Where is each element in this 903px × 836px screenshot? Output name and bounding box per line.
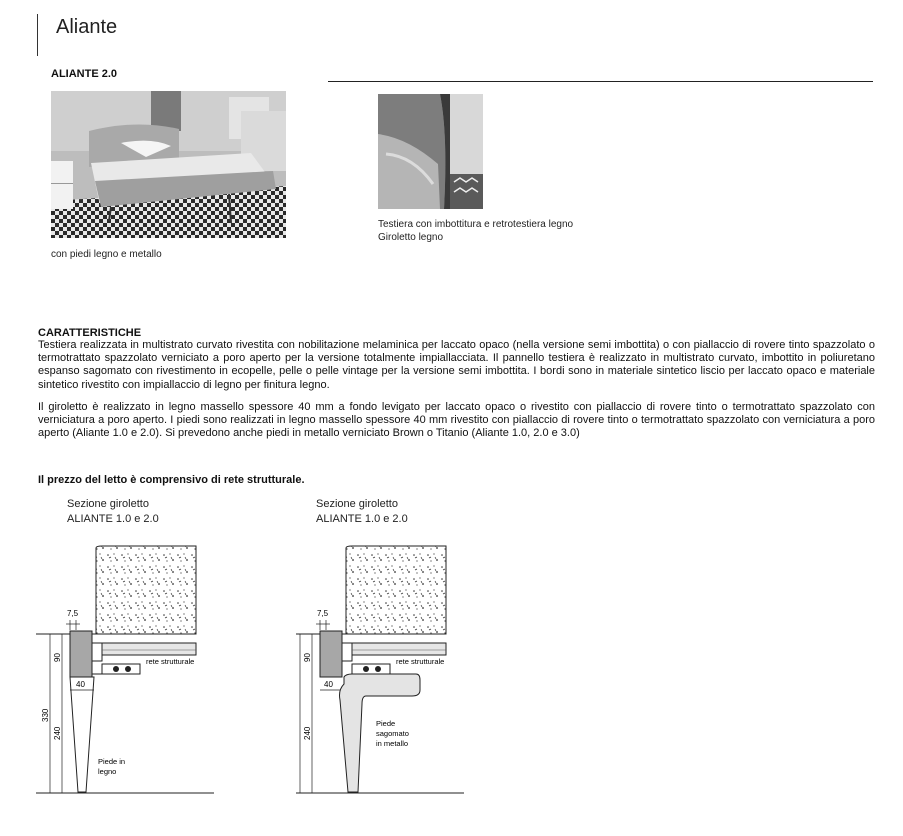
section-2-label-line1: Sezione giroletto bbox=[316, 498, 398, 510]
dim-330-label: 330 bbox=[41, 708, 50, 722]
section-drawing-metal-leg bbox=[286, 540, 466, 800]
dim-240-label: 240 bbox=[53, 726, 62, 740]
section-2-label bbox=[316, 497, 408, 527]
headboard-detail-photo bbox=[378, 94, 483, 209]
title-divider bbox=[37, 14, 38, 56]
dim-240-label: 240 bbox=[303, 726, 312, 740]
foot-label-line2: legno bbox=[98, 767, 117, 776]
mattress-shape bbox=[346, 546, 446, 634]
dim-90-label: 90 bbox=[303, 653, 312, 662]
side-rail bbox=[320, 631, 342, 677]
dim-90-label: 90 bbox=[53, 653, 62, 662]
rete-label: rete strutturale bbox=[146, 657, 195, 666]
mattress-shape bbox=[96, 546, 196, 634]
dim-top-label: 7,5 bbox=[67, 609, 79, 618]
characteristics-paragraph-1: Testiera realizzata in multistrato curvato rivestita con nobilitazione melaminica per laccato opaco (nella versione semi imbottita) o con piallaccio di rovere tinto spazzolato o termotrattato spazzolato verniciato a poro aperto per la versione totalmente impiallacciata. Il pannello testiera è realizzato in multistrato curvato, imbottito in poliuretano espanso sagomato con rivestimento in ecopelle, pelle o pelle vintage per la versione semi imbottita. I bordi sono in materiale sintetico liscio per laccato opaco e materiale sintetico rivestito con impiallaccio di legno per finitura legno. bbox=[38, 339, 875, 391]
page-title: Aliante bbox=[56, 16, 118, 38]
foot-label-line1: Piede in bbox=[98, 757, 126, 766]
side-rail bbox=[70, 631, 92, 677]
dim-top-label: 7,5 bbox=[317, 609, 329, 618]
dim-40-label: 40 bbox=[76, 680, 85, 689]
section-1-label-line1: Sezione giroletto bbox=[67, 498, 149, 510]
foot-label-line3: in metallo bbox=[376, 739, 409, 748]
bed-photo-caption: con piedi legno e metallo bbox=[51, 249, 162, 260]
model-subtitle: ALIANTE 2.0 bbox=[51, 68, 118, 80]
section-2-label-line2: ALIANTE 1.0 e 2.0 bbox=[316, 513, 408, 525]
foot-label-line1: Piede bbox=[376, 719, 396, 728]
foot-label-line2: sagomato bbox=[376, 729, 409, 738]
detail-caption-line1: Testiera con imbottitura e retrotestiera legno bbox=[378, 219, 574, 230]
section-drawing-wood-leg bbox=[36, 540, 216, 800]
dim-40-label: 40 bbox=[324, 680, 333, 689]
detail-caption-line2: Giroletto legno bbox=[378, 232, 444, 243]
wood-leg bbox=[70, 677, 94, 792]
header-rule bbox=[328, 81, 873, 82]
section-1-label-line2: ALIANTE 1.0 e 2.0 bbox=[67, 513, 159, 525]
price-note: Il prezzo del letto è comprensivo di rete strutturale. bbox=[38, 474, 305, 486]
characteristics-heading: CARATTERISTICHE bbox=[38, 327, 142, 339]
characteristics-paragraph-2: Il giroletto è realizzato in legno massello spessore 40 mm a fondo levigato per laccato opaco o rivestito con piallaccio di rovere tinto o termotrattato spazzolato con verniciatura a poro aperto. I piedi sono realizzati in legno massello spessore 40 mm rivestito con piallaccio di rovere tinto o termotrattato spazzolato con verniciatura a poro aperto (Aliante 1.0 e 2.0). Si prevedono anche piedi in metallo verniciato Brown o Titanio (Aliante 1.0, 2.0 e 3.0) bbox=[38, 401, 875, 440]
bed-photo bbox=[51, 91, 286, 238]
rete-label: rete strutturale bbox=[396, 657, 445, 666]
section-1-label bbox=[67, 497, 159, 527]
